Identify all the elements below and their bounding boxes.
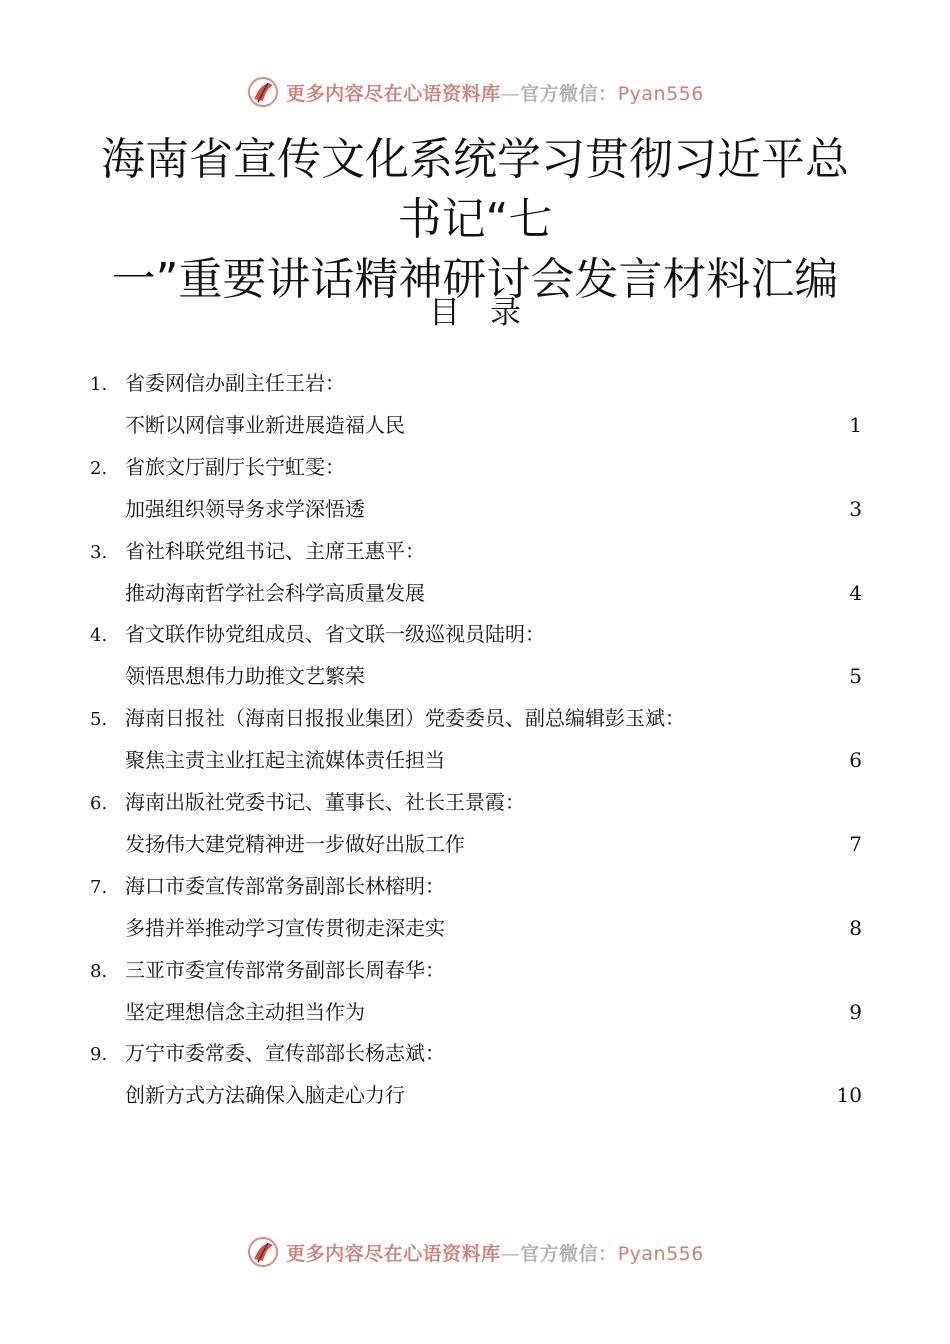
toc-number: 9. xyxy=(90,1044,108,1066)
toc-entry xyxy=(90,781,862,865)
toc-speaker-line xyxy=(90,1040,445,1068)
toc-speaker: 省社科联党组书记、主席王惠平： xyxy=(125,538,425,563)
toc-page-number: 5 xyxy=(849,664,862,689)
toc-speaker-line xyxy=(90,370,345,398)
toc-topic: 领悟思想伟力助推文艺繁荣 xyxy=(125,664,365,689)
toc-topic: 推动海南哲学社会科学高质量发展 xyxy=(125,580,425,605)
header-banner xyxy=(0,72,950,112)
logo-icon xyxy=(246,75,280,109)
toc-speaker-line xyxy=(90,957,445,985)
toc-number: 8. xyxy=(90,960,108,982)
toc-number: 1. xyxy=(90,374,108,395)
toc-page-number: 9 xyxy=(849,999,862,1024)
table-of-contents xyxy=(90,362,862,1116)
toc-topic: 加强组织领导务求学深悟透 xyxy=(125,496,365,521)
toc-speaker-line xyxy=(90,705,685,733)
toc-page-number: 7 xyxy=(849,831,862,856)
footer-banner xyxy=(0,1232,950,1272)
toc-entry xyxy=(90,1032,862,1116)
title-line-1: 海南省宣传文化系统学习贯彻习近平总书记“七 xyxy=(101,134,849,245)
toc-speaker-line xyxy=(90,873,445,901)
toc-speaker: 海南出版社党委书记、董事长、社长王景霞： xyxy=(125,789,525,814)
banner-text xyxy=(286,1239,704,1266)
banner-wechat-id: Pyan556 xyxy=(617,1242,704,1265)
toc-number: 7. xyxy=(90,876,108,898)
toc-page-number: 6 xyxy=(849,748,862,773)
banner-main-text: 更多内容尽在心语资料库 xyxy=(286,82,501,105)
banner-dash: — xyxy=(500,1242,521,1265)
toc-speaker: 省文联作协党组成员、省文联一级巡视员陆明： xyxy=(125,622,545,647)
toc-entry xyxy=(90,697,862,781)
toc-number: 2. xyxy=(90,457,108,479)
toc-topic: 聚焦主责主业扛起主流媒体责任担当 xyxy=(125,748,445,773)
toc-page-number: 4 xyxy=(849,580,862,605)
logo-icon xyxy=(246,1235,280,1269)
toc-topic: 创新方式方法确保入脑走心力行 xyxy=(125,1083,405,1108)
toc-speaker: 三亚市委宣传部常务副部长周春华： xyxy=(125,957,445,982)
toc-speaker: 万宁市委常委、宣传部部长杨志斌： xyxy=(125,1041,445,1066)
toc-entry xyxy=(90,530,862,614)
banner-wechat-id: Pyan556 xyxy=(617,82,704,105)
toc-speaker-line xyxy=(90,789,525,817)
toc-number: 6. xyxy=(90,792,108,814)
toc-page-number: 1 xyxy=(849,413,862,437)
toc-page-number: 10 xyxy=(836,1083,862,1108)
toc-topic: 多措并举推动学习宣传贯彻走深走实 xyxy=(125,915,445,940)
toc-number: 4. xyxy=(90,625,108,647)
toc-page-number: 8 xyxy=(849,915,862,940)
toc-entry xyxy=(90,613,862,697)
banner-text xyxy=(286,79,704,106)
toc-topic: 发扬伟大建党精神进一步做好出版工作 xyxy=(125,831,465,856)
toc-entry xyxy=(90,446,862,530)
toc-entry xyxy=(90,865,862,949)
document-title xyxy=(100,130,850,310)
toc-page-number: 3 xyxy=(849,496,862,521)
toc-number: 5. xyxy=(90,709,108,731)
toc-speaker: 海口市委宣传部常务副部长林榕明： xyxy=(125,873,445,898)
toc-number: 3. xyxy=(90,541,108,563)
toc-entry xyxy=(90,362,862,446)
toc-speaker-line xyxy=(90,538,425,566)
toc-topic: 坚定理想信念主动担当作为 xyxy=(125,999,365,1024)
toc-heading: 目录 xyxy=(429,295,551,331)
banner-main-text: 更多内容尽在心语资料库 xyxy=(286,1242,501,1265)
title-line-2: 一”重要讲话精神研讨会发言材料汇编 xyxy=(111,254,839,305)
toc-entry xyxy=(90,949,862,1033)
toc-speaker-line xyxy=(90,621,545,649)
banner-wechat-label: 官方微信： xyxy=(520,82,618,105)
toc-speaker-line xyxy=(90,454,345,482)
toc-speaker: 海南日报社（海南日报报业集团）党委委员、副总编辑彭玉斌： xyxy=(125,706,685,731)
toc-speaker: 省旅文厅副厅长宁虹雯： xyxy=(125,454,345,479)
toc-topic: 不断以网信事业新进展造福人民 xyxy=(125,413,405,437)
banner-dash: — xyxy=(500,82,521,105)
banner-wechat-label: 官方微信： xyxy=(520,1242,618,1265)
toc-speaker: 省委网信办副主任王岩： xyxy=(125,371,345,395)
